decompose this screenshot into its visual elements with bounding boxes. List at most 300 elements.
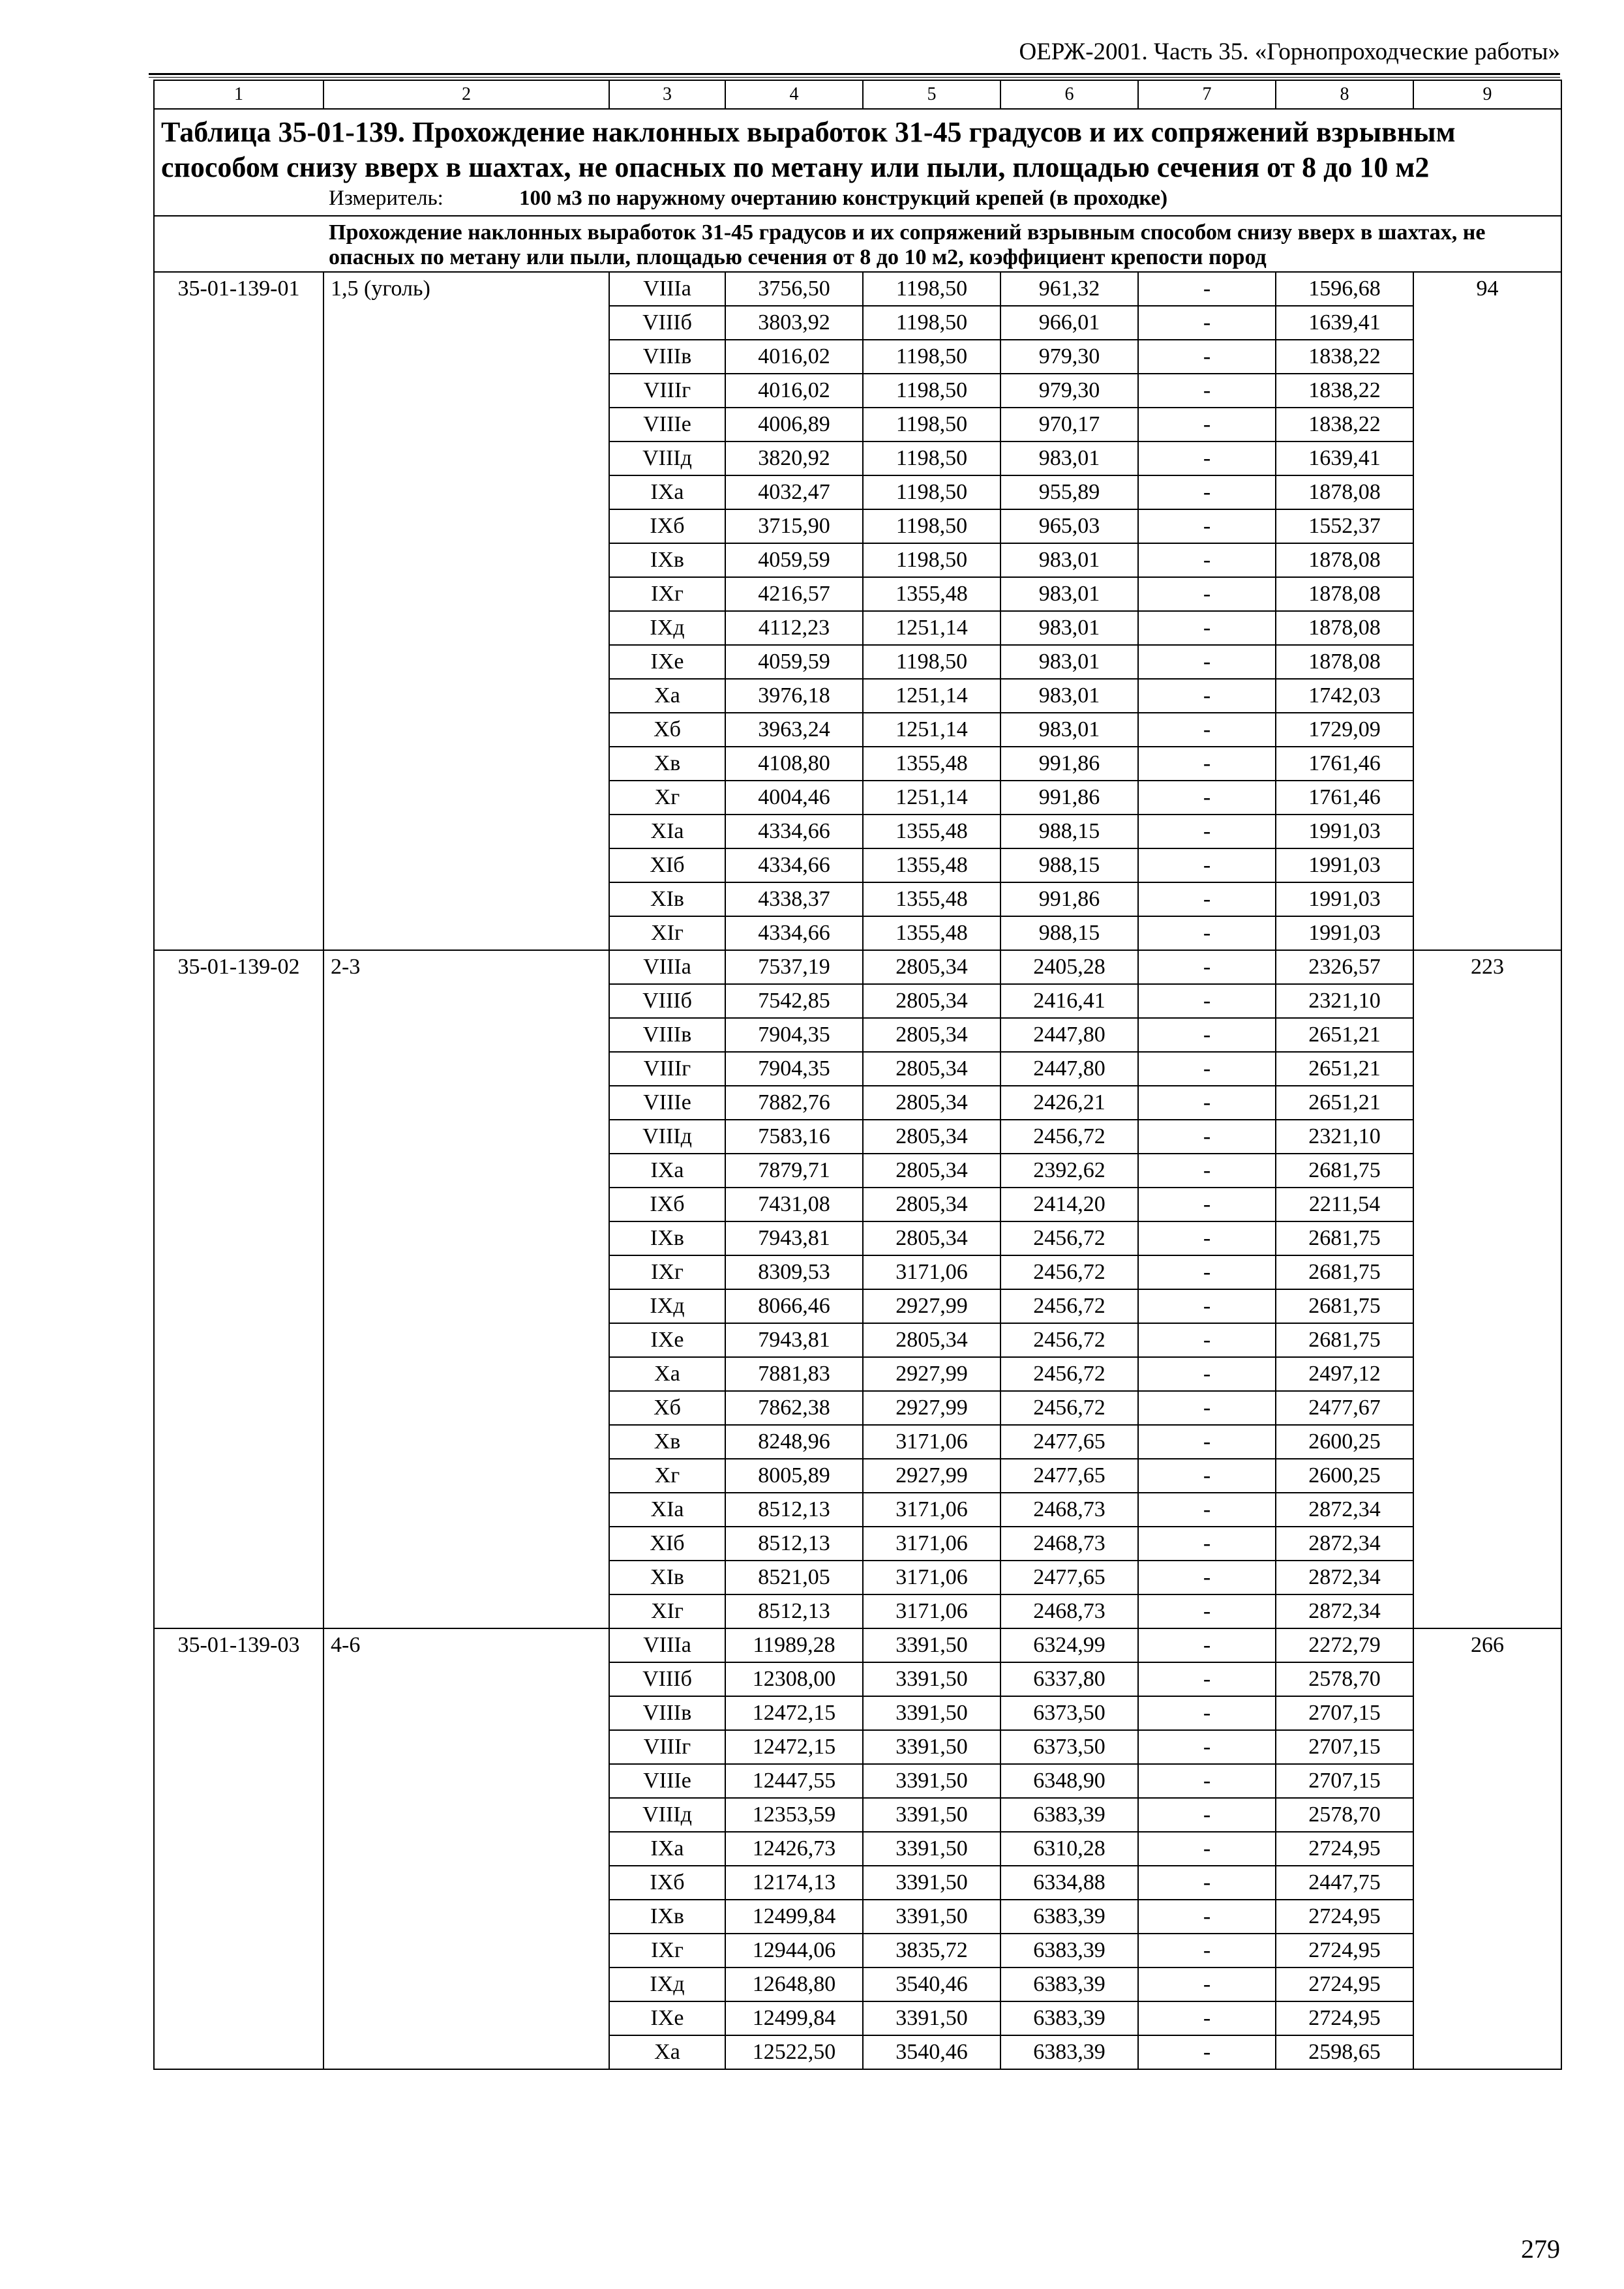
wages: 1355,48: [863, 848, 1000, 882]
machine-cost: 6383,39: [1000, 2035, 1138, 2069]
machinist-wages: -: [1138, 408, 1276, 441]
materials-cost: 2272,79: [1276, 1628, 1413, 1662]
materials-cost: 2211,54: [1276, 1188, 1413, 1221]
category: VIIIа: [609, 1628, 725, 1662]
total-cost: 4334,66: [725, 815, 863, 848]
materials-cost: 1878,08: [1276, 645, 1413, 679]
column-number: 8: [1276, 80, 1413, 109]
category: VIIIд: [609, 1120, 725, 1154]
wages: 1251,14: [863, 679, 1000, 713]
machine-cost: 6383,39: [1000, 1900, 1138, 1934]
column-number: 9: [1413, 80, 1561, 109]
machine-cost: 983,01: [1000, 543, 1138, 577]
category: Xб: [609, 713, 725, 747]
machine-cost: 983,01: [1000, 577, 1138, 611]
category: XIв: [609, 1561, 725, 1594]
total-cost: 12174,13: [725, 1866, 863, 1900]
category: IXа: [609, 1832, 725, 1866]
machine-cost: 983,01: [1000, 441, 1138, 475]
wages: 2805,34: [863, 1323, 1000, 1357]
total-cost: 4016,02: [725, 340, 863, 374]
total-cost: 8512,13: [725, 1493, 863, 1527]
machinist-wages: -: [1138, 374, 1276, 408]
wages: 2805,34: [863, 950, 1000, 984]
wages: 1198,50: [863, 408, 1000, 441]
wages: 2927,99: [863, 1459, 1000, 1493]
column-number: 4: [725, 80, 863, 109]
total-cost: 8309,53: [725, 1255, 863, 1289]
table-row: [154, 1628, 1561, 1662]
total-cost: 12447,55: [725, 1764, 863, 1798]
category: IXа: [609, 475, 725, 509]
machinist-wages: -: [1138, 1900, 1276, 1934]
category: XIа: [609, 1493, 725, 1527]
wages: 1198,50: [863, 272, 1000, 306]
machine-cost: 6383,39: [1000, 1967, 1138, 2001]
wages: 2805,34: [863, 1188, 1000, 1221]
category: Xа: [609, 1357, 725, 1391]
total-cost: 4059,59: [725, 645, 863, 679]
category: Xв: [609, 1425, 725, 1459]
wages: 2805,34: [863, 1120, 1000, 1154]
category: VIIIб: [609, 1662, 725, 1696]
machine-cost: 979,30: [1000, 340, 1138, 374]
machine-cost: 6383,39: [1000, 1798, 1138, 1832]
total-cost: 7904,35: [725, 1018, 863, 1052]
category: XIб: [609, 1527, 725, 1561]
machinist-wages: -: [1138, 340, 1276, 374]
category: XIа: [609, 815, 725, 848]
total-cost: 8005,89: [725, 1459, 863, 1493]
materials-cost: 2681,75: [1276, 1154, 1413, 1188]
total-cost: 4032,47: [725, 475, 863, 509]
category: VIIIг: [609, 374, 725, 408]
materials-cost: 1742,03: [1276, 679, 1413, 713]
machine-cost: 965,03: [1000, 509, 1138, 543]
materials-cost: 1991,03: [1276, 882, 1413, 916]
category: VIIIд: [609, 1798, 725, 1832]
machinist-wages: -: [1138, 1120, 1276, 1154]
materials-cost: 2724,95: [1276, 1900, 1413, 1934]
rate-code: 35-01-139-01: [154, 272, 323, 950]
materials-cost: 1838,22: [1276, 340, 1413, 374]
machinist-wages: -: [1138, 1594, 1276, 1628]
wages: 1251,14: [863, 781, 1000, 815]
total-cost: 12499,84: [725, 1900, 863, 1934]
total-cost: 7904,35: [725, 1052, 863, 1086]
wages: 1355,48: [863, 577, 1000, 611]
total-cost: 12472,15: [725, 1730, 863, 1764]
machinist-wages: -: [1138, 475, 1276, 509]
materials-cost: 2724,95: [1276, 1832, 1413, 1866]
machinist-wages: -: [1138, 543, 1276, 577]
category: IXб: [609, 509, 725, 543]
total-cost: 7537,19: [725, 950, 863, 984]
machinist-wages: -: [1138, 848, 1276, 882]
total-cost: 4004,46: [725, 781, 863, 815]
machinist-wages: -: [1138, 984, 1276, 1018]
machine-cost: 6334,88: [1000, 1866, 1138, 1900]
total-cost: 12353,59: [725, 1798, 863, 1832]
machinist-wages: -: [1138, 1561, 1276, 1594]
category: VIIIе: [609, 1764, 725, 1798]
category: IXг: [609, 1934, 725, 1967]
category: VIIIа: [609, 272, 725, 306]
machine-cost: 6383,39: [1000, 2001, 1138, 2035]
materials-cost: 1991,03: [1276, 848, 1413, 882]
machine-cost: 2416,41: [1000, 984, 1138, 1018]
measure-value: 100 м3 по наружному очертанию конструкций крепей (в проходке): [519, 187, 1168, 210]
materials-cost: 1991,03: [1276, 916, 1413, 950]
machinist-wages: -: [1138, 1662, 1276, 1696]
machinist-wages: -: [1138, 1730, 1276, 1764]
wages: 1198,50: [863, 374, 1000, 408]
machinist-wages: -: [1138, 1459, 1276, 1493]
machine-cost: 2456,72: [1000, 1391, 1138, 1425]
machine-cost: 988,15: [1000, 815, 1138, 848]
column-number: 5: [863, 80, 1000, 109]
materials-cost: 2681,75: [1276, 1289, 1413, 1323]
machine-cost: 966,01: [1000, 306, 1138, 340]
materials-cost: 2707,15: [1276, 1730, 1413, 1764]
total-cost: 4108,80: [725, 747, 863, 781]
total-cost: 8521,05: [725, 1561, 863, 1594]
table-title: Таблица 35-01-139. Прохождение наклонных выработок 31-45 градусов и их сопряжений взрывным способом снизу вверх в шахтах, не опасных по метану или пыли, площадью сечения от 8 до 10 м2: [154, 109, 1561, 185]
machine-cost: 2414,20: [1000, 1188, 1138, 1221]
wages: 3171,06: [863, 1527, 1000, 1561]
total-cost: 7881,83: [725, 1357, 863, 1391]
machinist-wages: -: [1138, 950, 1276, 984]
header-rule-thin: [149, 77, 1560, 78]
category: XIв: [609, 882, 725, 916]
wages: 2805,34: [863, 1086, 1000, 1120]
wages: 2805,34: [863, 984, 1000, 1018]
materials-cost: 1639,41: [1276, 441, 1413, 475]
machine-cost: 6324,99: [1000, 1628, 1138, 1662]
materials-cost: 2681,75: [1276, 1323, 1413, 1357]
total-cost: 12472,15: [725, 1696, 863, 1730]
wages: 1355,48: [863, 815, 1000, 848]
total-cost: 4059,59: [725, 543, 863, 577]
total-cost: 8512,13: [725, 1594, 863, 1628]
category: VIIIе: [609, 408, 725, 441]
machine-cost: 988,15: [1000, 916, 1138, 950]
wages: 1198,50: [863, 475, 1000, 509]
machine-cost: 2456,72: [1000, 1357, 1138, 1391]
materials-cost: 2651,21: [1276, 1052, 1413, 1086]
category: IXе: [609, 1323, 725, 1357]
category: IXв: [609, 1900, 725, 1934]
running-header: ОЕРЖ-2001. Часть 35. «Горнопроходческие работы»: [1019, 38, 1560, 65]
wages: 3391,50: [863, 1900, 1000, 1934]
materials-cost: 2600,25: [1276, 1459, 1413, 1493]
category: IXг: [609, 1255, 725, 1289]
rock-hardness: 4-6: [323, 1628, 609, 2069]
labor-cost: 94: [1413, 272, 1561, 950]
column-number: 1: [154, 80, 323, 109]
wages: 1355,48: [863, 747, 1000, 781]
total-cost: 3756,50: [725, 272, 863, 306]
category: XIг: [609, 916, 725, 950]
wages: 1198,50: [863, 509, 1000, 543]
total-cost: 7542,85: [725, 984, 863, 1018]
category: VIIIв: [609, 1018, 725, 1052]
category: IXб: [609, 1188, 725, 1221]
category: IXд: [609, 1967, 725, 2001]
total-cost: 7879,71: [725, 1154, 863, 1188]
machine-cost: 2456,72: [1000, 1255, 1138, 1289]
wages: 3391,50: [863, 1662, 1000, 1696]
total-cost: 12648,80: [725, 1967, 863, 2001]
machinist-wages: -: [1138, 1832, 1276, 1866]
machinist-wages: -: [1138, 815, 1276, 848]
category: IXе: [609, 2001, 725, 2035]
machinist-wages: -: [1138, 611, 1276, 645]
wages: 1198,50: [863, 645, 1000, 679]
machinist-wages: -: [1138, 1798, 1276, 1832]
materials-cost: 2681,75: [1276, 1221, 1413, 1255]
column-number: 7: [1138, 80, 1276, 109]
machine-cost: 955,89: [1000, 475, 1138, 509]
rates-table: [153, 80, 1562, 2070]
machinist-wages: -: [1138, 1527, 1276, 1561]
materials-cost: 1552,37: [1276, 509, 1413, 543]
machinist-wages: -: [1138, 1018, 1276, 1052]
machine-cost: 6373,50: [1000, 1696, 1138, 1730]
total-cost: 12426,73: [725, 1832, 863, 1866]
labor-cost: 266: [1413, 1628, 1561, 2069]
wages: 1251,14: [863, 611, 1000, 645]
machinist-wages: -: [1138, 1255, 1276, 1289]
machinist-wages: -: [1138, 1086, 1276, 1120]
materials-cost: 1838,22: [1276, 408, 1413, 441]
materials-cost: 2724,95: [1276, 1934, 1413, 1967]
wages: 3391,50: [863, 1832, 1000, 1866]
total-cost: 3976,18: [725, 679, 863, 713]
wages: 1355,48: [863, 916, 1000, 950]
materials-cost: 1639,41: [1276, 306, 1413, 340]
total-cost: 7862,38: [725, 1391, 863, 1425]
machinist-wages: -: [1138, 1425, 1276, 1459]
materials-cost: 2681,75: [1276, 1255, 1413, 1289]
machinist-wages: -: [1138, 1052, 1276, 1086]
materials-cost: 1838,22: [1276, 374, 1413, 408]
labor-cost: 223: [1413, 950, 1561, 1628]
total-cost: 4334,66: [725, 916, 863, 950]
wages: 3540,46: [863, 1967, 1000, 2001]
machinist-wages: -: [1138, 441, 1276, 475]
materials-cost: 1878,08: [1276, 475, 1413, 509]
total-cost: 7943,81: [725, 1323, 863, 1357]
machine-cost: 2468,73: [1000, 1594, 1138, 1628]
column-number: 3: [609, 80, 725, 109]
total-cost: 8248,96: [725, 1425, 863, 1459]
materials-cost: 2321,10: [1276, 1120, 1413, 1154]
total-cost: 12522,50: [725, 2035, 863, 2069]
materials-cost: 2447,75: [1276, 1866, 1413, 1900]
wages: 3171,06: [863, 1493, 1000, 1527]
wages: 3540,46: [863, 2035, 1000, 2069]
total-cost: 3820,92: [725, 441, 863, 475]
category: VIIIб: [609, 306, 725, 340]
total-cost: 4016,02: [725, 374, 863, 408]
machine-cost: 979,30: [1000, 374, 1138, 408]
header-rule: [149, 73, 1560, 75]
category: XIб: [609, 848, 725, 882]
page-number: 279: [1521, 2234, 1560, 2264]
category: VIIIв: [609, 340, 725, 374]
wages: 3391,50: [863, 1866, 1000, 1900]
total-cost: 3803,92: [725, 306, 863, 340]
wages: 2805,34: [863, 1018, 1000, 1052]
machine-cost: 2468,73: [1000, 1527, 1138, 1561]
machine-cost: 6310,28: [1000, 1832, 1138, 1866]
wages: 3391,50: [863, 1798, 1000, 1832]
wages: 3391,50: [863, 1628, 1000, 1662]
machine-cost: 2447,80: [1000, 1018, 1138, 1052]
total-cost: 4006,89: [725, 408, 863, 441]
total-cost: 7943,81: [725, 1221, 863, 1255]
machinist-wages: -: [1138, 1391, 1276, 1425]
wages: 3391,50: [863, 2001, 1000, 2035]
total-cost: 3963,24: [725, 713, 863, 747]
rate-code: 35-01-139-02: [154, 950, 323, 1628]
category: VIIIг: [609, 1730, 725, 1764]
category: IXа: [609, 1154, 725, 1188]
total-cost: 12308,00: [725, 1662, 863, 1696]
total-cost: 7431,08: [725, 1188, 863, 1221]
measure-label: Измеритель:: [329, 187, 444, 210]
materials-cost: 2598,65: [1276, 2035, 1413, 2069]
wages: 3171,06: [863, 1425, 1000, 1459]
machine-cost: 6373,50: [1000, 1730, 1138, 1764]
measure-cell: [154, 185, 1561, 216]
materials-cost: 2872,34: [1276, 1493, 1413, 1527]
rock-hardness: 1,5 (уголь): [323, 272, 609, 950]
materials-cost: 2651,21: [1276, 1086, 1413, 1120]
machine-cost: 961,32: [1000, 272, 1138, 306]
machine-cost: 991,86: [1000, 882, 1138, 916]
materials-cost: 2872,34: [1276, 1594, 1413, 1628]
wages: 3171,06: [863, 1561, 1000, 1594]
machine-cost: 2477,65: [1000, 1561, 1138, 1594]
wages: 3171,06: [863, 1594, 1000, 1628]
table-row: [154, 950, 1561, 984]
total-cost: 11989,28: [725, 1628, 863, 1662]
machinist-wages: -: [1138, 882, 1276, 916]
machine-cost: 983,01: [1000, 679, 1138, 713]
wages: 1355,48: [863, 882, 1000, 916]
wages: 1198,50: [863, 340, 1000, 374]
wages: 2805,34: [863, 1154, 1000, 1188]
machine-cost: 6337,80: [1000, 1662, 1138, 1696]
wages: 2927,99: [863, 1357, 1000, 1391]
machine-cost: 2447,80: [1000, 1052, 1138, 1086]
machinist-wages: -: [1138, 272, 1276, 306]
category: IXв: [609, 1221, 725, 1255]
category: IXд: [609, 1289, 725, 1323]
machinist-wages: -: [1138, 1934, 1276, 1967]
materials-cost: 2872,34: [1276, 1561, 1413, 1594]
category: IXб: [609, 1866, 725, 1900]
wages: 3391,50: [863, 1696, 1000, 1730]
materials-cost: 2872,34: [1276, 1527, 1413, 1561]
machine-cost: 983,01: [1000, 611, 1138, 645]
materials-cost: 2477,67: [1276, 1391, 1413, 1425]
machinist-wages: -: [1138, 1493, 1276, 1527]
wages: 3835,72: [863, 1934, 1000, 1967]
description-row: [154, 216, 1561, 272]
machinist-wages: -: [1138, 2001, 1276, 2035]
materials-cost: 1878,08: [1276, 577, 1413, 611]
materials-cost: 1761,46: [1276, 747, 1413, 781]
materials-cost: 2600,25: [1276, 1425, 1413, 1459]
category: Xг: [609, 1459, 725, 1493]
materials-cost: 1878,08: [1276, 611, 1413, 645]
total-cost: 12499,84: [725, 2001, 863, 2035]
measure-row: [154, 185, 1561, 216]
materials-cost: 2724,95: [1276, 1967, 1413, 2001]
total-cost: 3715,90: [725, 509, 863, 543]
materials-cost: 1596,68: [1276, 272, 1413, 306]
category: Xб: [609, 1391, 725, 1425]
machine-cost: 991,86: [1000, 747, 1138, 781]
total-cost: 7882,76: [725, 1086, 863, 1120]
machinist-wages: -: [1138, 1357, 1276, 1391]
total-cost: 4216,57: [725, 577, 863, 611]
total-cost: 4112,23: [725, 611, 863, 645]
wages: 2805,34: [863, 1052, 1000, 1086]
rate-code: 35-01-139-03: [154, 1628, 323, 2069]
category: VIIIд: [609, 441, 725, 475]
machinist-wages: -: [1138, 2035, 1276, 2069]
machine-cost: 2456,72: [1000, 1120, 1138, 1154]
machine-cost: 2405,28: [1000, 950, 1138, 984]
machine-cost: 970,17: [1000, 408, 1138, 441]
materials-cost: 2326,57: [1276, 950, 1413, 984]
machinist-wages: -: [1138, 645, 1276, 679]
machinist-wages: -: [1138, 1221, 1276, 1255]
category: XIг: [609, 1594, 725, 1628]
wages: 2805,34: [863, 1221, 1000, 1255]
column-number: 2: [323, 80, 609, 109]
materials-cost: 2651,21: [1276, 1018, 1413, 1052]
materials-cost: 1729,09: [1276, 713, 1413, 747]
machine-cost: 2456,72: [1000, 1323, 1138, 1357]
total-cost: 4338,37: [725, 882, 863, 916]
category: Xа: [609, 679, 725, 713]
machine-cost: 2392,62: [1000, 1154, 1138, 1188]
total-cost: 4334,66: [725, 848, 863, 882]
materials-cost: 2578,70: [1276, 1662, 1413, 1696]
machinist-wages: -: [1138, 1696, 1276, 1730]
materials-cost: 1761,46: [1276, 781, 1413, 815]
category: IXд: [609, 611, 725, 645]
machinist-wages: -: [1138, 1764, 1276, 1798]
materials-cost: 2497,12: [1276, 1357, 1413, 1391]
machinist-wages: -: [1138, 306, 1276, 340]
table-title-row: [154, 109, 1561, 185]
machine-cost: 2456,72: [1000, 1289, 1138, 1323]
materials-cost: 2321,10: [1276, 984, 1413, 1018]
wages: 3171,06: [863, 1255, 1000, 1289]
materials-cost: 2578,70: [1276, 1798, 1413, 1832]
category: VIIIе: [609, 1086, 725, 1120]
machinist-wages: -: [1138, 916, 1276, 950]
machine-cost: 2456,72: [1000, 1221, 1138, 1255]
total-cost: 8066,46: [725, 1289, 863, 1323]
machinist-wages: -: [1138, 577, 1276, 611]
